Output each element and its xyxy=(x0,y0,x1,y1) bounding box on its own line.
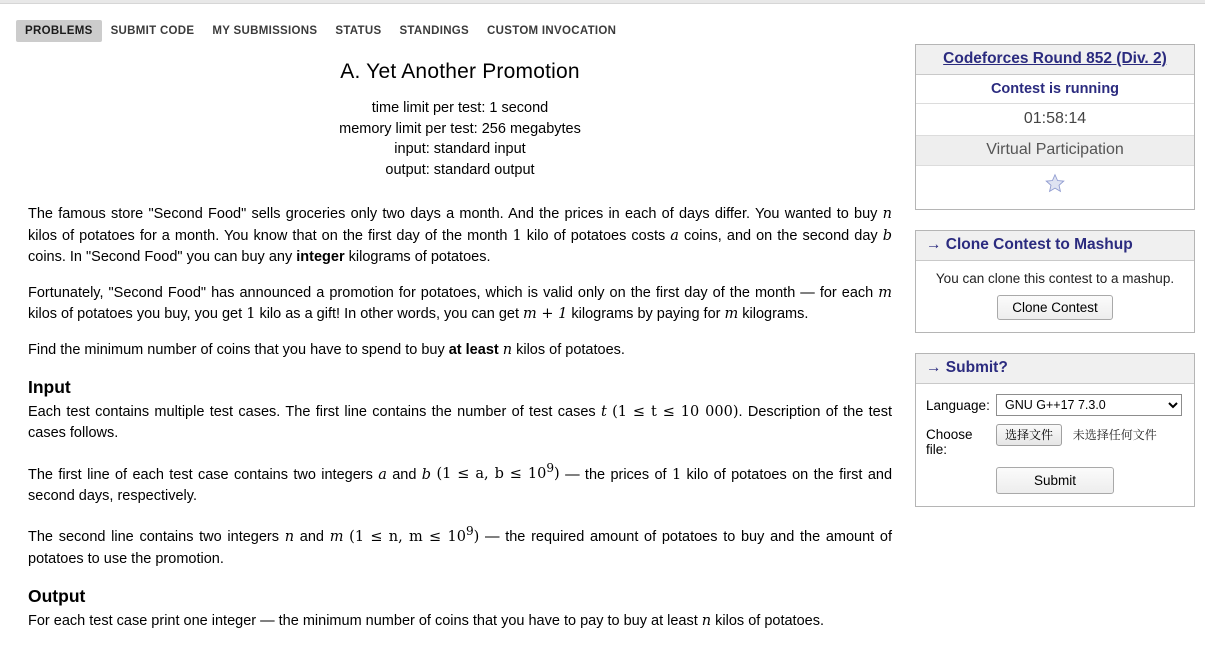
text-run: The second line contains two integers xyxy=(28,529,285,546)
math-n: n xyxy=(882,206,892,222)
statement-paragraph-2 xyxy=(28,283,892,326)
math-b: b xyxy=(421,466,432,483)
input-paragraph-1 xyxy=(28,402,892,445)
math-t-range: (1 ≤ t ≤ 10 000) xyxy=(612,403,739,420)
math-b: b xyxy=(882,227,892,244)
nav-item-problems[interactable]: PROBLEMS xyxy=(16,20,102,42)
math-one: 1 xyxy=(512,227,522,244)
math-ab-range xyxy=(436,461,560,483)
contest-status: Contest is running xyxy=(916,75,1194,104)
emphasis-at-least: at least xyxy=(448,341,503,358)
file-status-text: 未选择任何文件 xyxy=(1072,428,1157,442)
math-one: 1 xyxy=(246,306,256,322)
clone-contest-box xyxy=(915,230,1195,333)
text-run: kilos of potatoes for a month. You know that on the first day of the month xyxy=(28,227,513,244)
statement-body xyxy=(28,204,892,632)
choose-file-button[interactable]: 选择文件 xyxy=(996,424,1062,446)
math-a: a xyxy=(670,227,679,244)
text-run: kilos of potatoes. xyxy=(711,612,824,629)
emphasis-integer: integer xyxy=(296,249,345,265)
text-run: kilograms by paying for xyxy=(567,306,725,322)
math-m: m xyxy=(724,306,739,322)
text-run: kilo as a gift! In other words, you can get xyxy=(255,306,524,322)
top-bar xyxy=(0,0,1205,4)
text-run: For each test case print one integer — the minimum number of coins that you have to pay to buy at least xyxy=(28,612,702,629)
nav-item-standings[interactable]: STANDINGS xyxy=(399,25,470,37)
text-run: kilograms of potatoes. xyxy=(344,249,491,265)
input-paragraph-3 xyxy=(28,521,892,570)
contest-box xyxy=(915,44,1195,210)
input-section-heading: Input xyxy=(28,377,71,397)
math-m-plus-1: m + 1 xyxy=(523,306,568,322)
math-m: m xyxy=(329,529,344,546)
text-run: . Description of the test cases follows. xyxy=(28,403,893,441)
language-label: Language: xyxy=(926,397,990,413)
math-m: m xyxy=(878,284,892,301)
contest-title[interactable] xyxy=(916,45,1194,75)
contest-nav xyxy=(16,20,625,42)
input-spec: input: standard input xyxy=(394,141,526,157)
submit-form xyxy=(916,384,1194,506)
text-run: — the required amount of potatoes to buy and the amount of potatoes to use the promotion. xyxy=(28,529,893,567)
contest-title-link[interactable]: Codeforces Round 852 (Div. 2) xyxy=(943,50,1167,67)
memory-limit: memory limit per test: 256 megabytes xyxy=(339,120,581,137)
text-run: and xyxy=(386,466,422,483)
clone-contest-button[interactable]: Clone Contest xyxy=(997,295,1113,320)
clone-button-wrap xyxy=(926,295,1184,320)
text-run: ) xyxy=(554,466,560,483)
text-run: (1 ≤ a, b ≤ 10 xyxy=(436,466,547,483)
math-n: n xyxy=(701,612,712,629)
choose-file-label: Choose file: xyxy=(926,427,973,457)
text-run: The first line of each test case contains two integers xyxy=(28,466,379,483)
submit-header: → Submit? xyxy=(916,354,1194,384)
nav-item-status[interactable]: STATUS xyxy=(335,25,382,37)
output-section-heading: Output xyxy=(28,586,86,607)
statement-paragraph-3 xyxy=(28,340,892,362)
text-run: coins, and on the second day xyxy=(678,227,883,244)
time-limit: time limit per test: 1 second xyxy=(371,100,549,116)
input-paragraph-2 xyxy=(28,459,892,508)
problem-limits xyxy=(28,98,892,180)
text-run: kilo of potatoes costs xyxy=(521,227,671,244)
problem-statement xyxy=(28,60,892,646)
file-row xyxy=(926,426,1184,457)
text-run: coins. In "Second Food" you can buy any xyxy=(28,249,297,265)
language-select[interactable] xyxy=(996,394,1182,416)
text-run: kilo of potatoes on the first and second days, respectively. xyxy=(28,466,893,504)
contest-countdown: 01:58:14 xyxy=(916,104,1194,136)
sidebar xyxy=(915,44,1195,527)
nav-item-my-submissions[interactable]: MY SUBMISSIONS xyxy=(212,25,318,37)
text-run: (1 ≤ n, m ≤ 10 xyxy=(349,529,466,546)
math-t: t xyxy=(600,403,607,420)
text-run: kilos of potatoes. xyxy=(512,341,625,358)
nav-item-custom-invocation[interactable]: CUSTOM INVOCATION xyxy=(487,25,617,37)
math-a: a xyxy=(378,466,387,483)
math-exponent: 9 xyxy=(546,461,555,476)
submit-button-wrap xyxy=(926,467,1184,494)
star-icon[interactable] xyxy=(916,166,1194,209)
file-input-group[interactable] xyxy=(996,426,1157,443)
text-run: — the prices of xyxy=(559,466,672,483)
problem-title: A. Yet Another Promotion xyxy=(340,60,580,83)
clone-contest-body xyxy=(916,261,1194,332)
math-exponent: 9 xyxy=(465,524,474,539)
math-one: 1 xyxy=(671,466,682,483)
text-run: Find the minimum number of coins that you have to spend to buy xyxy=(28,341,449,358)
submit-button[interactable]: Submit xyxy=(996,467,1114,494)
math-n: n xyxy=(502,341,513,358)
text-run: ) xyxy=(473,529,480,546)
clone-contest-description: You can clone this contest to a mashup. xyxy=(935,271,1175,286)
statement-paragraph-1 xyxy=(28,204,892,269)
virtual-participation-label: Virtual Participation xyxy=(916,136,1194,166)
math-n: n xyxy=(284,529,295,546)
text-run: and xyxy=(294,529,330,546)
submit-box xyxy=(915,353,1195,507)
text-run: The famous store "Second Food" sells groceries only two days a month. And the prices in each of days differ. You wanted to buy xyxy=(28,206,883,222)
output-paragraph-1 xyxy=(28,611,892,633)
nav-item-submit-code[interactable]: SUBMIT CODE xyxy=(110,25,195,37)
text-run: kilograms. xyxy=(738,306,809,322)
text-run: Fortunately, "Second Food" has announced a promotion for potatoes, which is valid only on the first day of the month — for each xyxy=(28,284,879,301)
output-spec: output: standard output xyxy=(385,161,535,178)
text-run: Each test contains multiple test cases. The first line contains the number of test cases xyxy=(28,403,601,420)
math-nm-range xyxy=(349,524,480,546)
language-row xyxy=(926,394,1184,416)
text-run: kilos of potatoes you buy, you get xyxy=(28,306,247,322)
clone-contest-header: → Clone Contest to Mashup xyxy=(916,231,1194,261)
